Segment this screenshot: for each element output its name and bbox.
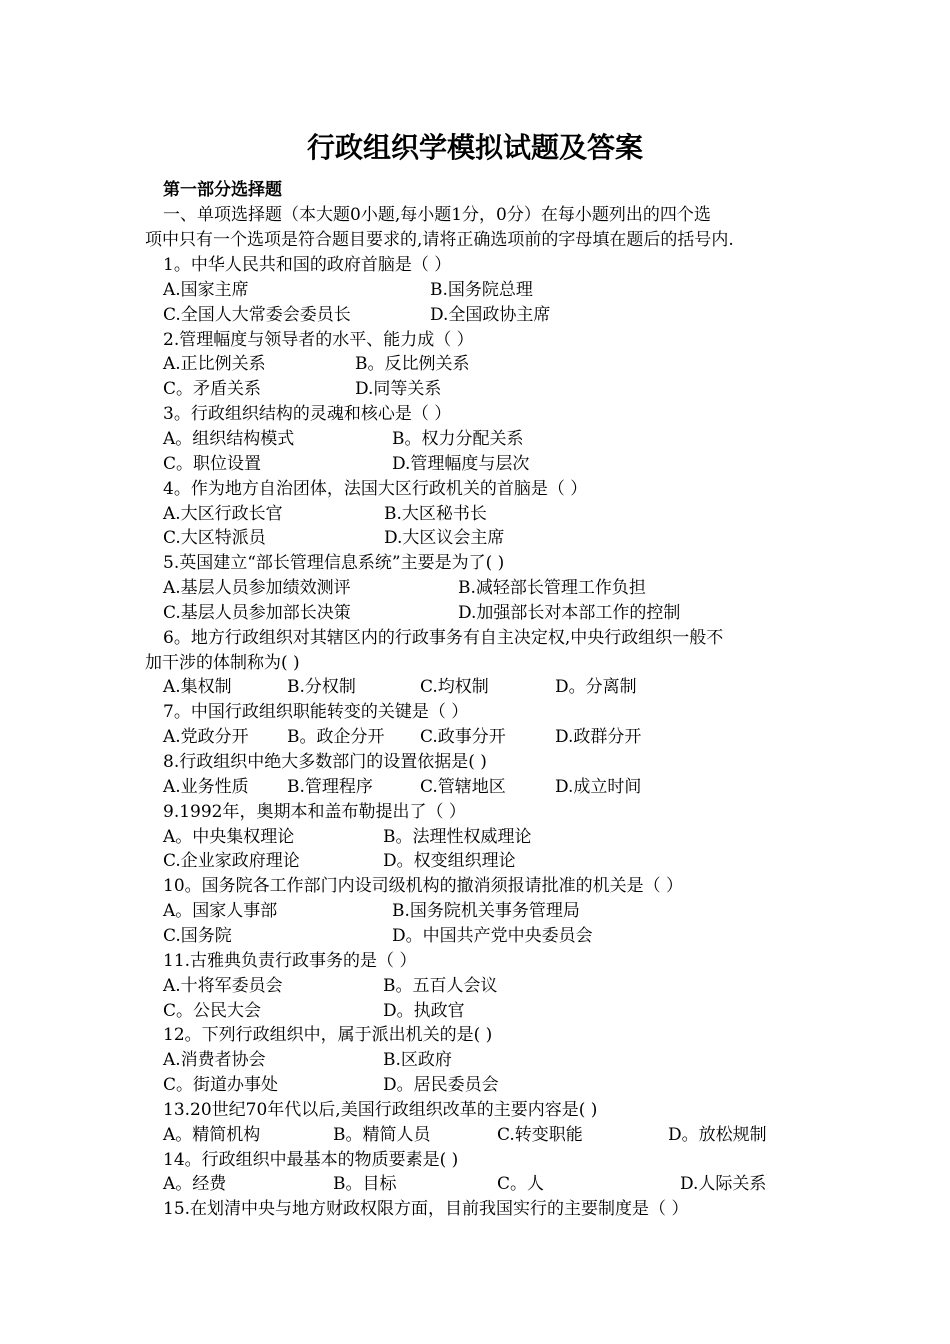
answer-option: B.区政府 bbox=[383, 1050, 452, 1071]
question-stem: 2.管理幅度与领导者的水平、能力成（ ） bbox=[163, 329, 474, 350]
question-stem: 8.行政组织中绝大多数部门的设置依据是( ) bbox=[163, 752, 487, 772]
answer-option: C.全国人大常委会委员长 bbox=[163, 304, 351, 325]
answer-option: B.分权制 bbox=[287, 677, 356, 698]
answer-option: C.管辖地区 bbox=[420, 776, 506, 797]
answer-option: A。国家人事部 bbox=[163, 901, 278, 922]
answer-option: B。政企分开 bbox=[287, 727, 385, 748]
question-stem: 7。中国行政组织职能转变的关键是（ ） bbox=[163, 702, 469, 723]
question-stem: 11.古雅典负责行政事务的是（ ） bbox=[163, 950, 417, 971]
question-stem: 14。行政组织中最基本的物质要素是( ) bbox=[163, 1149, 459, 1170]
answer-option: B.国务院总理 bbox=[430, 279, 533, 300]
question-stem: 3。行政组织结构的灵魂和核心是（ ） bbox=[163, 404, 452, 425]
answer-option: C.大区特派员 bbox=[163, 528, 266, 549]
answer-option: A.大区行政长官 bbox=[163, 503, 283, 524]
answer-option: B.大区秘书长 bbox=[384, 503, 487, 524]
question-stem: 10。国务院各工作部门内设司级机构的撤消须报请批准的机关是（ ） bbox=[163, 876, 684, 897]
answer-option: A。组织结构模式 bbox=[163, 428, 295, 449]
answer-option: B。法理性权威理论 bbox=[383, 826, 532, 847]
answer-option: B。五百人会议 bbox=[383, 975, 498, 996]
answer-option: D.全国政协主席 bbox=[430, 304, 551, 325]
answer-option: C。公民大会 bbox=[163, 1000, 262, 1021]
question-stem: 9.1992年，奥期本和盖布勒提出了（ ） bbox=[163, 801, 466, 822]
answer-option: A.十将军委员会 bbox=[163, 975, 283, 996]
answer-option: C.企业家政府理论 bbox=[163, 851, 300, 872]
answer-option: D。中国共产党中央委员会 bbox=[392, 925, 593, 946]
question-stem: 15.在划清中央与地方财政权限方面，目前我国实行的主要制度是（ ） bbox=[163, 1199, 689, 1220]
answer-option: A.消费者协会 bbox=[163, 1050, 266, 1071]
answer-option: C。职位设置 bbox=[163, 453, 262, 474]
answer-option: A。中央集权理论 bbox=[163, 826, 295, 847]
answer-option: B.减轻部长管理工作负担 bbox=[458, 578, 646, 599]
answer-option: D。放松规制 bbox=[668, 1124, 767, 1145]
instruction-line: 一、单项选择题（本大题0小题,每小题1分，0分）在每小题列出的四个选 bbox=[163, 205, 711, 225]
answer-option: C.政事分开 bbox=[420, 727, 506, 748]
answer-option: D.成立时间 bbox=[555, 776, 642, 797]
answer-option: B.国务院机关事务管理局 bbox=[392, 901, 580, 922]
answer-option: A.业务性质 bbox=[163, 776, 249, 797]
question-stem: 6。地方行政组织对其辖区内的行政事务有自主决定权,中央行政组织一般不 bbox=[163, 627, 724, 648]
answer-option: B。权力分配关系 bbox=[392, 428, 524, 449]
answer-option: C.基层人员参加部长决策 bbox=[163, 602, 351, 623]
answer-option: D。执政官 bbox=[383, 1000, 465, 1021]
answer-option: D.政群分开 bbox=[555, 727, 642, 748]
answer-option: C.均权制 bbox=[420, 677, 489, 698]
answer-option: C。人 bbox=[497, 1174, 545, 1195]
instruction-line: 项中只有一个选项是符合题目要求的,请将正确选项前的字母填在题后的括号内. bbox=[145, 230, 734, 250]
question-stem: 5.英国建立“部长管理信息系统”主要是为了( ) bbox=[163, 553, 505, 574]
question-stem: 1。中华人民共和国的政府首脑是（ ） bbox=[163, 255, 452, 275]
question-stem: 4。作为地方自治团体，法国大区行政机关的首脑是（ ） bbox=[163, 478, 588, 499]
answer-option: C.转变职能 bbox=[497, 1124, 583, 1145]
answer-option: A.国家主席 bbox=[163, 279, 249, 300]
answer-option: D.大区议会主席 bbox=[384, 528, 505, 549]
answer-option: D.同等关系 bbox=[355, 379, 442, 400]
answer-option: B。目标 bbox=[333, 1174, 397, 1195]
answer-option: D。权变组织理论 bbox=[383, 851, 516, 872]
answer-option: D。居民委员会 bbox=[383, 1075, 499, 1096]
answer-option: C。矛盾关系 bbox=[163, 379, 262, 400]
answer-option: D.管理幅度与层次 bbox=[392, 453, 530, 474]
answer-option: A.正比例关系 bbox=[163, 354, 266, 375]
answer-option: A.党政分开 bbox=[163, 727, 249, 748]
question-stem-continued: 加干涉的体制称为( ) bbox=[145, 652, 300, 673]
answer-option: A。精简机构 bbox=[163, 1124, 261, 1145]
answer-option: D。分离制 bbox=[555, 677, 637, 698]
answer-option: A.集权制 bbox=[163, 677, 232, 698]
question-stem: 12。下列行政组织中，属于派出机关的是( ) bbox=[163, 1025, 493, 1046]
answer-option: B。精简人员 bbox=[333, 1124, 431, 1145]
answer-option: A。经费 bbox=[163, 1174, 227, 1195]
answer-option: C。街道办事处 bbox=[163, 1075, 279, 1096]
answer-option: B。反比例关系 bbox=[355, 354, 470, 375]
question-stem: 13.20世纪70年代以后,美国行政组织改革的主要内容是( ) bbox=[163, 1099, 598, 1120]
document-title: 行政组织学模拟试题及答案 bbox=[306, 131, 643, 164]
answer-option: D.加强部长对本部工作的控制 bbox=[458, 602, 681, 623]
answer-option: A.基层人员参加绩效测评 bbox=[163, 578, 351, 599]
answer-option: D.人际关系 bbox=[680, 1174, 767, 1195]
answer-option: B.管理程序 bbox=[287, 776, 373, 797]
answer-option: C.国务院 bbox=[163, 925, 232, 946]
section-title: 第一部分选择题 bbox=[163, 180, 282, 200]
